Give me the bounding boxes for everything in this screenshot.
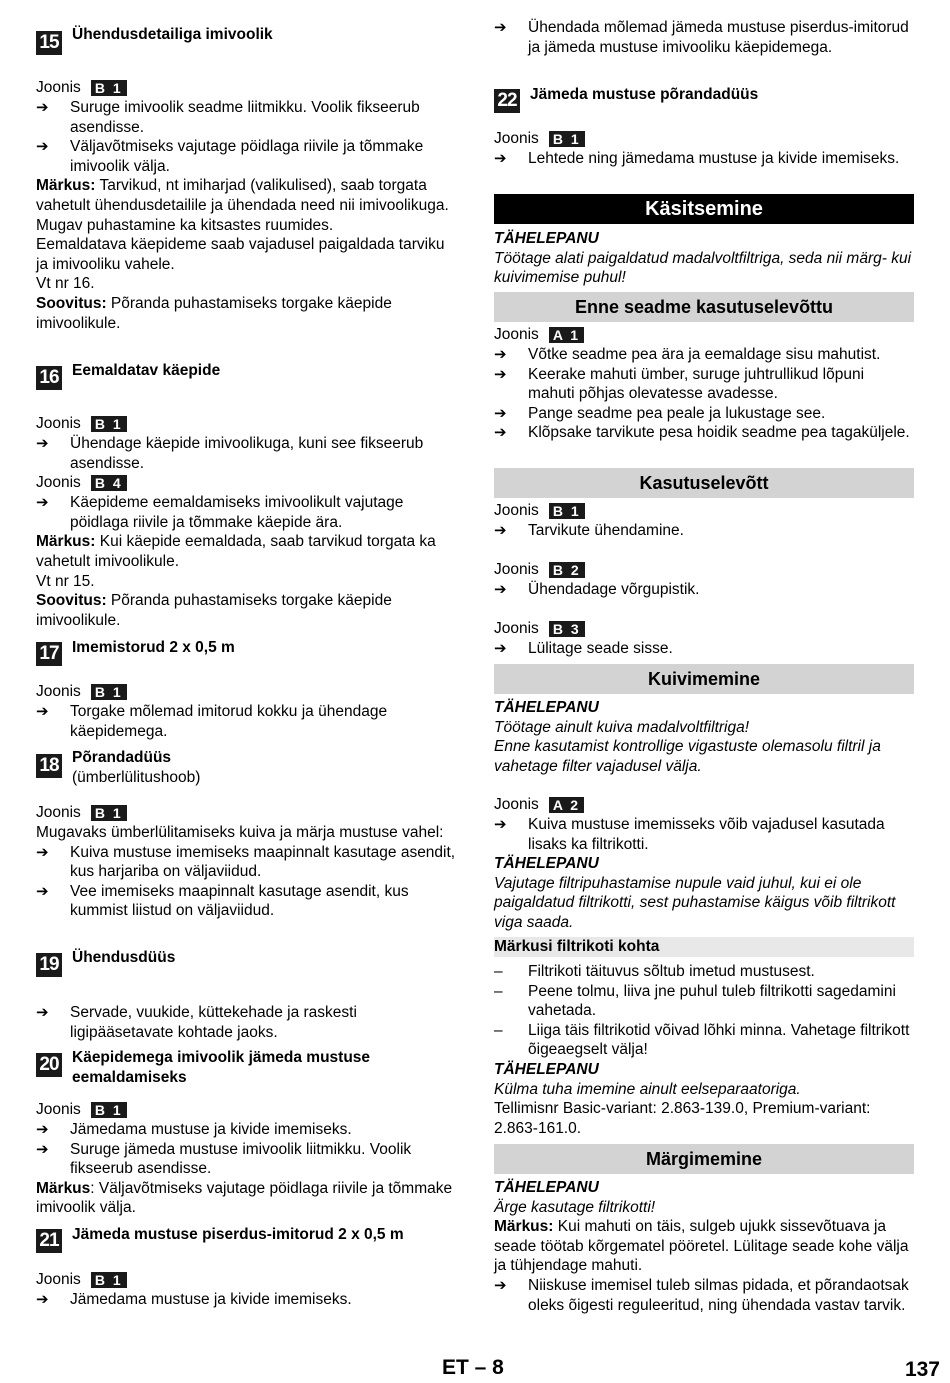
note-label: Märkus: [494, 1218, 554, 1236]
enne-body [494, 325, 914, 443]
section-number: 16 [36, 366, 62, 390]
section-16-body [36, 414, 456, 630]
attention-text: Töötage alati paigaldatud madalvoltfiltriga, seda nii märg- kui kuivimemise puhul! [494, 249, 912, 287]
section-subtitle: (ümberlülitushoob) [72, 768, 201, 786]
footer-page-number: 137 [904, 1358, 940, 1381]
section-title: Jämeda mustuse põrandadüüs [530, 86, 759, 103]
figure-label: Joonis [36, 1271, 81, 1289]
tip [36, 294, 456, 333]
section-title: Imemistorud 2 x 0,5 m [72, 639, 235, 656]
section-title: Eemaldatav käepide [72, 362, 221, 379]
footer-language-page: ET – 8 [442, 1356, 504, 1379]
figure-badge: B 2 [549, 562, 585, 578]
attention-label: TÄHELEPANU [494, 699, 599, 716]
heading-kuivimemine: Kuivimemine [494, 664, 914, 694]
instruction: ➔ Torgake mõlemad imitorud kokku ja ühendage käepidemega. [36, 702, 456, 741]
note [36, 1179, 456, 1218]
section-title [72, 748, 200, 787]
instruction: ➔ Lehtede ning jämedama mustuse ja kivide imemiseks. [494, 149, 914, 169]
figure-badge: B 4 [91, 475, 127, 491]
chapter-heading-kasitsemine: Käsitsemine [494, 194, 914, 224]
section-15-body [36, 78, 456, 333]
note [36, 532, 456, 571]
tip [36, 591, 456, 630]
section-number: 15 [36, 31, 62, 55]
paragraph: Mugav puhastamine ka kitsastes ruumides. [36, 216, 334, 234]
figure-label: Joonis [36, 415, 81, 433]
figure-badge: B 1 [91, 1272, 127, 1288]
section-18-body [36, 803, 456, 921]
list-item: – Liiga täis filtrikotid võivad lõhki minna. Vahetage filtrikott õigeaegselt välja! [494, 1021, 914, 1060]
tip-label: Soovitus: [36, 592, 107, 610]
list-item: – Peene tolmu, liiva jne puhul tuleb filtrikotti sagedamini vahetada. [494, 982, 914, 1021]
figure-ref [494, 560, 914, 580]
figure-ref [36, 473, 456, 493]
instruction: ➔ Suruge jämeda mustuse imivoolik liitmikku. Voolik fikseerub asendisse. [36, 1140, 456, 1179]
figure-ref [494, 325, 914, 345]
section-title-text: Põrandadüüs [72, 749, 172, 766]
heading-margimemine: Märgimemine [494, 1144, 914, 1174]
instruction: ➔ Pange seadme pea peale ja lukustage see. [494, 404, 914, 424]
note-label: Märkus: [36, 533, 96, 551]
kasutus-step-3 [494, 619, 914, 659]
instruction: ➔ Suruge imivoolik seadme liitmikku. Voolik fikseerub asendisse. [36, 98, 456, 137]
attention-text: Ärge kasutage filtrikotti! [494, 1198, 656, 1216]
attention-text: Külma tuha imemine ainult eelseparaatoriga. [494, 1080, 801, 1098]
paragraph: Vt nr 15. [36, 572, 95, 590]
instruction: ➔ Servade, vuukide, küttekehade ja raskesti ligipääsetavate kohtade jaoks. [36, 1003, 456, 1042]
section-22-body [494, 129, 914, 169]
figure-ref [494, 129, 914, 149]
instruction: ➔ Võtke seadme pea ära ja eemaldage sisu mahutist. [494, 345, 914, 365]
instruction: ➔ Klõpsake tarvikute pesa hoidik seadme pea tagaküljele. [494, 423, 914, 443]
figure-badge: A 1 [549, 327, 584, 343]
section-title: Ühendusdetailiga imivoolik [72, 26, 273, 43]
figure-badge: B 1 [91, 1102, 127, 1118]
section-20-body [36, 1100, 456, 1218]
figure-badge: B 1 [549, 503, 585, 519]
section-19-body [36, 1003, 456, 1042]
figure-label: Joonis [494, 796, 539, 814]
note [36, 176, 456, 215]
figure-badge: B 1 [91, 80, 127, 96]
instruction: ➔ Niiskuse imemisel tuleb silmas pidada, et põrandaotsak oleks õigesti reguleeritud, ning ühendada vastav tarvik. [494, 1276, 914, 1315]
instruction: ➔ Jämedama mustuse ja kivide imemiseks. [36, 1290, 456, 1310]
kuiv-body [494, 795, 914, 933]
section-number: 18 [36, 754, 62, 778]
kuiv-attention [494, 698, 914, 776]
kasutus-step-2 [494, 560, 914, 600]
figure-ref [36, 78, 456, 98]
attention-block [494, 229, 914, 288]
note-text: Tarvikud, nt imiharjad (valikulised), saab torgata vahetult ühendusdetailile ja ühendada need nii imivoolikuga. [36, 177, 449, 214]
note-text: Kui mahuti on täis, sulgeb ujukk sissevõtuava ja seade töötab kõrgematel pööretel. Lülitage seade kohe välja ja tühjendage mahuti. [494, 1218, 909, 1275]
figure-badge: B 1 [91, 684, 127, 700]
attention-text: Vajutage filtripuhastamise nupule vaid juhul, kui ei ole paigaldatud filtrikotti, sest puhastamise käigus võib filtrikott viga saada. [494, 874, 896, 931]
heading-markusi: Märkusi filtrikoti kohta [494, 937, 914, 957]
figure-ref [494, 795, 914, 815]
figure-label: Joonis [494, 130, 539, 148]
figure-badge: B 1 [91, 416, 127, 432]
section-number: 22 [494, 89, 520, 113]
note-text: : Väljavõtmiseks vajutage pöidlaga riivile ja tõmmake imivoolik välja. [36, 1179, 453, 1217]
instruction: ➔ Väljavõtmiseks vajutage pöidlaga riivile ja tõmmake imivoolik välja. [36, 137, 456, 176]
figure-label: Joonis [36, 683, 81, 701]
paragraph: Eemaldatava käepideme saab vajadusel paigaldada tarviku ja imivooliku vahele. [36, 236, 445, 273]
note [494, 1217, 914, 1276]
figure-ref [494, 619, 914, 639]
section-number: 19 [36, 953, 62, 977]
instruction: ➔ Keerake mahuti ümber, suruge juhtrullikud lõpuni mahuti põhjas olevatesse avadesse. [494, 365, 914, 404]
figure-ref [36, 1270, 456, 1290]
instruction: ➔ Tarvikute ühendamine. [494, 521, 914, 541]
instruction: ➔ Jämedama mustuse ja kivide imemiseks. [36, 1120, 456, 1140]
section-21-body [36, 1270, 456, 1310]
list-item: – Filtrikoti täituvus sõltub imetud mustusest. [494, 962, 914, 982]
section-title: Käepidemega imivoolik jämeda mustuse eemaldamiseks [72, 1049, 371, 1086]
figure-label: Joonis [36, 474, 81, 492]
figure-label: Joonis [494, 561, 539, 579]
tip-text: Põranda puhastamiseks torgake käepide imivoolikule. [36, 592, 392, 629]
heading-enne: Enne seadme kasutuselevõttu [494, 292, 914, 322]
instruction: ➔ Vee imemiseks maapinnalt kasutage asendit, kus kummist liistud on väljaviidud. [36, 882, 456, 921]
attention-text: Enne kasutamist kontrollige vigastuste olemasolu filtril ja vahetage filter vajadusel välja. [494, 738, 881, 775]
figure-label: Joonis [36, 79, 81, 97]
attention-label: TÄHELEPANU [494, 230, 599, 247]
tip-text: Põranda puhastamiseks torgake käepide imivoolikule. [36, 294, 392, 332]
instruction: ➔ Käepideme eemaldamiseks imivoolikult vajutage pöidlaga riivile ja tõmmake käepide ära. [36, 493, 456, 532]
heading-kasutuselevott: Kasutuselevõtt [494, 468, 914, 498]
note-label: Märkus: [36, 177, 96, 195]
figure-label: Joonis [494, 326, 539, 344]
instruction: ➔ Kuiva mustuse imemiseks maapinnalt kasutage asendit, kus harjariba on väljaviidud. [36, 843, 456, 882]
attention-label: TÄHELEPANU [494, 855, 599, 873]
figure-label: Joonis [36, 1101, 81, 1119]
figure-badge: B 3 [549, 621, 585, 637]
figure-ref [36, 1100, 456, 1120]
attention-label: TÄHELEPANU [494, 1060, 599, 1078]
instruction: ➔ Ühendada mõlemad jämeda mustuse piserdus-imitorud ja jämeda mustuse imivooliku käepidemega. [494, 18, 914, 57]
attention-text: Töötage ainult kuiva madalvoltfiltriga! [494, 718, 750, 736]
figure-ref [36, 803, 456, 823]
figure-badge: B 1 [549, 131, 585, 147]
instruction: ➔ Lülitage seade sisse. [494, 639, 914, 659]
section-17-body [36, 682, 456, 741]
instruction: ➔ Ühendage käepide imivoolikuga, kuni see fikseerub asendisse. [36, 434, 456, 473]
figure-label: Joonis [494, 620, 539, 638]
note-label: Märkus [36, 1179, 91, 1197]
attention-label: TÄHELEPANU [494, 1179, 599, 1196]
section-number: 17 [36, 642, 62, 666]
section-title: Ühendusdüüs [72, 949, 176, 966]
marg-body [494, 1178, 914, 1315]
figure-ref [494, 501, 914, 521]
paragraph: Mugavaks ümberlülitamiseks kuiva ja märja mustuse vahel: [36, 824, 444, 841]
instruction: ➔ Kuiva mustuse imemisseks võib vajadusel kasutada lisaks ka filtrikotti. [494, 815, 914, 854]
figure-label: Joonis [494, 502, 539, 520]
section-number: 20 [36, 1053, 62, 1077]
figure-badge: A 2 [549, 797, 584, 813]
order-numbers: Tellimisnr Basic-variant: 2.863-139.0, Premium-variant: 2.863-161.0. [494, 1100, 871, 1137]
tip-label: Soovitus: [36, 294, 107, 312]
figure-ref [36, 682, 456, 702]
instruction: ➔ Ühendadage võrgupistik. [494, 580, 914, 600]
figure-ref [36, 414, 456, 434]
section-number: 21 [36, 1229, 62, 1253]
paragraph: Vt nr 16. [36, 275, 95, 293]
section-title: Jämeda mustuse piserdus-imitorud 2 x 0,5 m [72, 1226, 404, 1243]
note-text: Kui käepide eemaldada, saab tarvikud torgata ka vahetult imivoolikule. [36, 533, 436, 570]
figure-label: Joonis [36, 804, 81, 822]
kasutus-step-1 [494, 501, 914, 541]
figure-badge: B 1 [91, 805, 127, 821]
top-instruction-block [494, 18, 914, 57]
markusi-body [494, 962, 914, 1138]
